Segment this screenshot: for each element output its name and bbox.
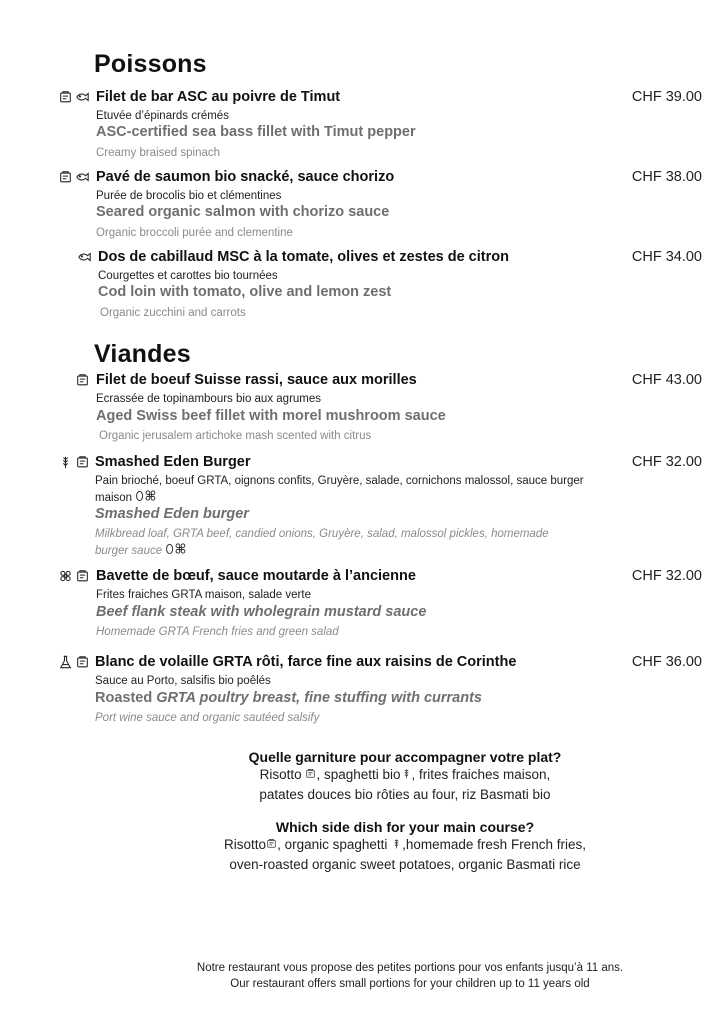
side-dishes-question-en: Which side dish for your main course? [275, 819, 535, 835]
section-title-poissons: Poissons [94, 50, 207, 78]
side-dishes-question-fr: Quelle garniture pour accompagner votre plat? [248, 749, 562, 765]
mustard-icon [58, 569, 73, 583]
dish-name: Bavette de bœuf, sauce moutarde à l’ancienne [96, 568, 416, 584]
wheat-icon [401, 767, 412, 780]
dish-price: CHF 43.00 [631, 372, 702, 388]
local-product-icon [58, 170, 73, 184]
dish-name: Blanc de volaille GRTA rôti, farce fine aux raisins de Corinthe [95, 654, 517, 670]
fish-icon [75, 170, 90, 184]
local-product-icon [305, 767, 316, 780]
dish-name: Pavé de saumon bio snacké, sauce chorizo [96, 169, 395, 185]
local-product-icon [75, 655, 90, 669]
wheat-icon [58, 455, 73, 469]
footer-note [100, 960, 720, 992]
local-product-icon [266, 837, 277, 850]
egg-mustard-icon [165, 542, 189, 555]
local-product-icon [75, 569, 90, 583]
dish-description-en: Organic zucchini and carrots [100, 307, 246, 319]
fish-icon [75, 90, 90, 104]
dish-price: CHF 32.00 [631, 454, 702, 470]
dish-description-fr: Ecrassée de topinambours bio aux agrumes [96, 393, 322, 405]
dish-name-en: Roasted GRTA poultry breast, fine stuffing with currants [95, 690, 482, 706]
local-product-icon [75, 373, 90, 387]
dish-price: CHF 36.00 [631, 654, 702, 670]
dish-name: Dos de cabillaud MSC à la tomate, olives et zestes de citron [98, 249, 509, 265]
dish-description-en: Organic jerusalem artichoke mash scented with citrus [99, 430, 372, 442]
dish-description-fr: Frites fraiches GRTA maison, salade verte [96, 589, 311, 601]
egg-mustard-icon [135, 489, 159, 502]
sulphite-icon [58, 655, 73, 669]
dish-description-en: Milkbread loaf, GRTA beef, candied onions, Gruyère, salad, malossol pickles, homemade burger sauce [95, 528, 549, 558]
dish-price: CHF 38.00 [631, 169, 702, 185]
local-product-icon [58, 90, 73, 104]
dish-name-en: Seared organic salmon with chorizo sauce [96, 204, 390, 220]
dish-name-en: Aged Swiss beef fillet with morel mushroom sauce [96, 408, 446, 424]
dish-name-en: Smashed Eden burger [95, 506, 249, 522]
dish-name-en: Cod loin with tomato, olive and lemon zest [98, 284, 392, 300]
fish-icon [77, 250, 92, 264]
dish-description-en: Homemade GRTA French fries and green salad [96, 626, 339, 638]
section-title-viandes: Viandes [94, 340, 191, 368]
side-dishes-options-fr: Risotto , spaghetti bio , frites fraiches maison, patates douces bio rôties au four, riz Basmati bio [259, 767, 551, 802]
dish-description-fr: Courgettes et carottes bio tournées [98, 270, 278, 282]
dish-description-fr: Purée de brocolis bio et clémentines [96, 190, 282, 202]
side-dishes-fr [150, 749, 660, 805]
wheat-icon [391, 837, 402, 850]
dish-name: Filet de boeuf Suisse rassi, sauce aux morilles [96, 372, 417, 388]
dish-name: Smashed Eden Burger [95, 454, 251, 470]
dish-name-en: ASC-certified sea bass fillet with Timut pepper [96, 124, 416, 140]
dish-name: Filet de bar ASC au poivre de Timut [96, 89, 341, 105]
side-dishes-en [150, 819, 660, 875]
dish-description-fr: Etuvée d’épinards crémés [96, 110, 229, 122]
dish-description-en: Port wine sauce and organic sautéed salsify [95, 712, 320, 724]
side-dishes-options-en: Risotto , organic spaghetti ,homemade fresh French fries, oven-roasted organic sweet potatoes, organic Basmati rice [224, 837, 586, 872]
dish-name-en: Beef flank steak with wholegrain mustard sauce [96, 604, 427, 620]
dish-price: CHF 39.00 [631, 89, 702, 105]
dish-price: CHF 34.00 [631, 249, 702, 265]
footer-note-fr: Notre restaurant vous propose des petites portions pour vos enfants jusqu’à 11 ans. [196, 962, 624, 974]
dish-price: CHF 32.00 [631, 568, 702, 584]
footer-note-en: Our restaurant offers small portions for your children up to 11 years old [230, 978, 590, 990]
dish-description-fr: Pain brioché, boeuf GRTA, oignons confits, Gruyère, salade, cornichons malossol, sauce burger maison [95, 475, 584, 505]
dish-description-en: Organic broccoli purée and clementine [96, 227, 293, 239]
dish-description-en: Creamy braised spinach [96, 147, 221, 159]
local-product-icon [75, 455, 90, 469]
dish-description-fr: Sauce au Porto, salsifis bio poêlés [95, 675, 271, 687]
